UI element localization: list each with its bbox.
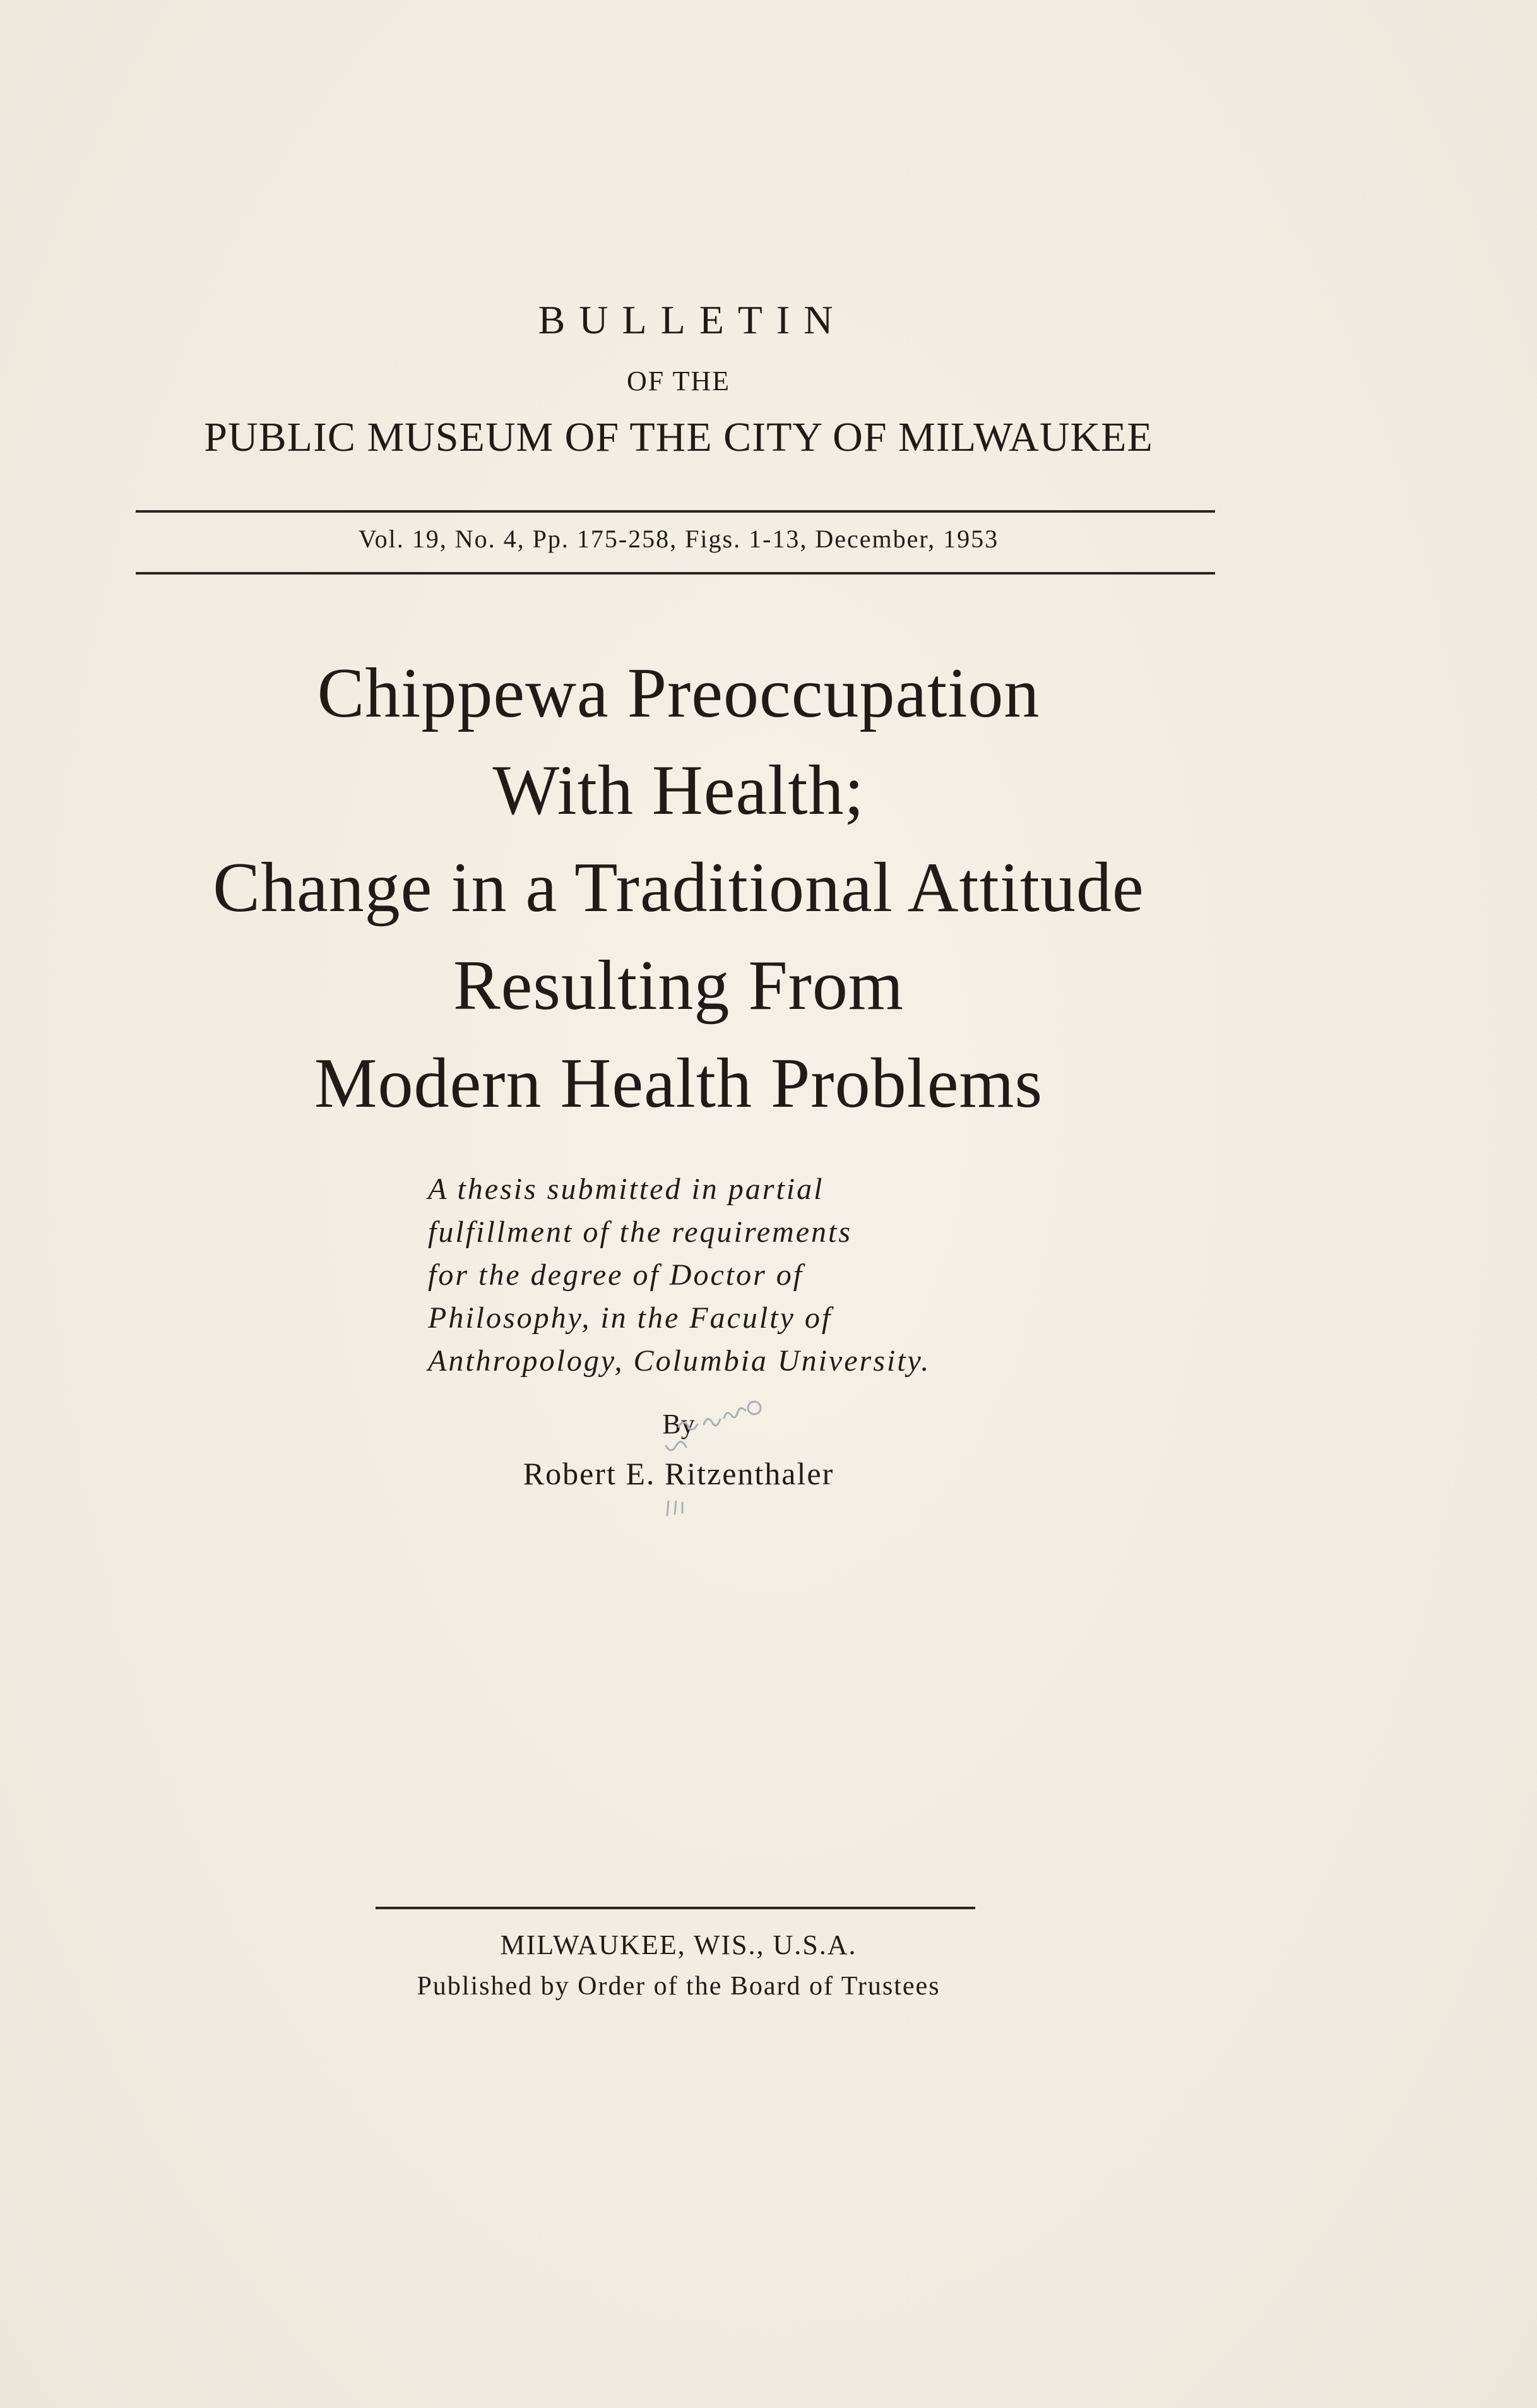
pencil-annotation-image: [653, 1389, 792, 1534]
publication-place: MILWAUKEE, WIS., U.S.A.: [500, 1929, 857, 1960]
thesis-line-5: Anthropology, Columbia University.: [428, 1344, 931, 1378]
volume-rule-top: [136, 510, 1215, 513]
publisher-line: Published by Order of the Board of Trustees: [417, 1972, 941, 2001]
byline-by: By: [662, 1409, 695, 1439]
volume-rule-bottom: [136, 572, 1215, 575]
thesis-line-3: for the degree of Doctor of: [428, 1258, 804, 1292]
series-title: BULLETIN: [538, 297, 847, 342]
thesis-statement: [428, 1168, 930, 1383]
title-line-1: Chippewa Preoccupation: [317, 654, 1040, 732]
title-line-3: Change in a Traditional Attitude: [213, 849, 1144, 927]
title-line-5: Modern Health Problems: [314, 1044, 1043, 1123]
title-line-4: Resulting From: [453, 946, 905, 1025]
institution-name: PUBLIC MUSEUM OF THE CITY OF MILWAUKEE: [204, 414, 1153, 460]
series-connector: OF THE: [627, 366, 730, 396]
footer-rule: [376, 1907, 975, 1909]
thesis-line-2: fulfillment of the requirements: [428, 1215, 853, 1249]
author-name: Robert E. Ritzenthaler: [523, 1456, 834, 1491]
thesis-line-4: Philosophy, in the Faculty of: [428, 1301, 833, 1335]
thesis-line-1: A thesis submitted in partial: [428, 1172, 824, 1206]
title-line-2: With Health;: [492, 751, 865, 830]
volume-line: Vol. 19, No. 4, Pp. 175-258, Figs. 1-13, December, 1953: [358, 525, 999, 553]
